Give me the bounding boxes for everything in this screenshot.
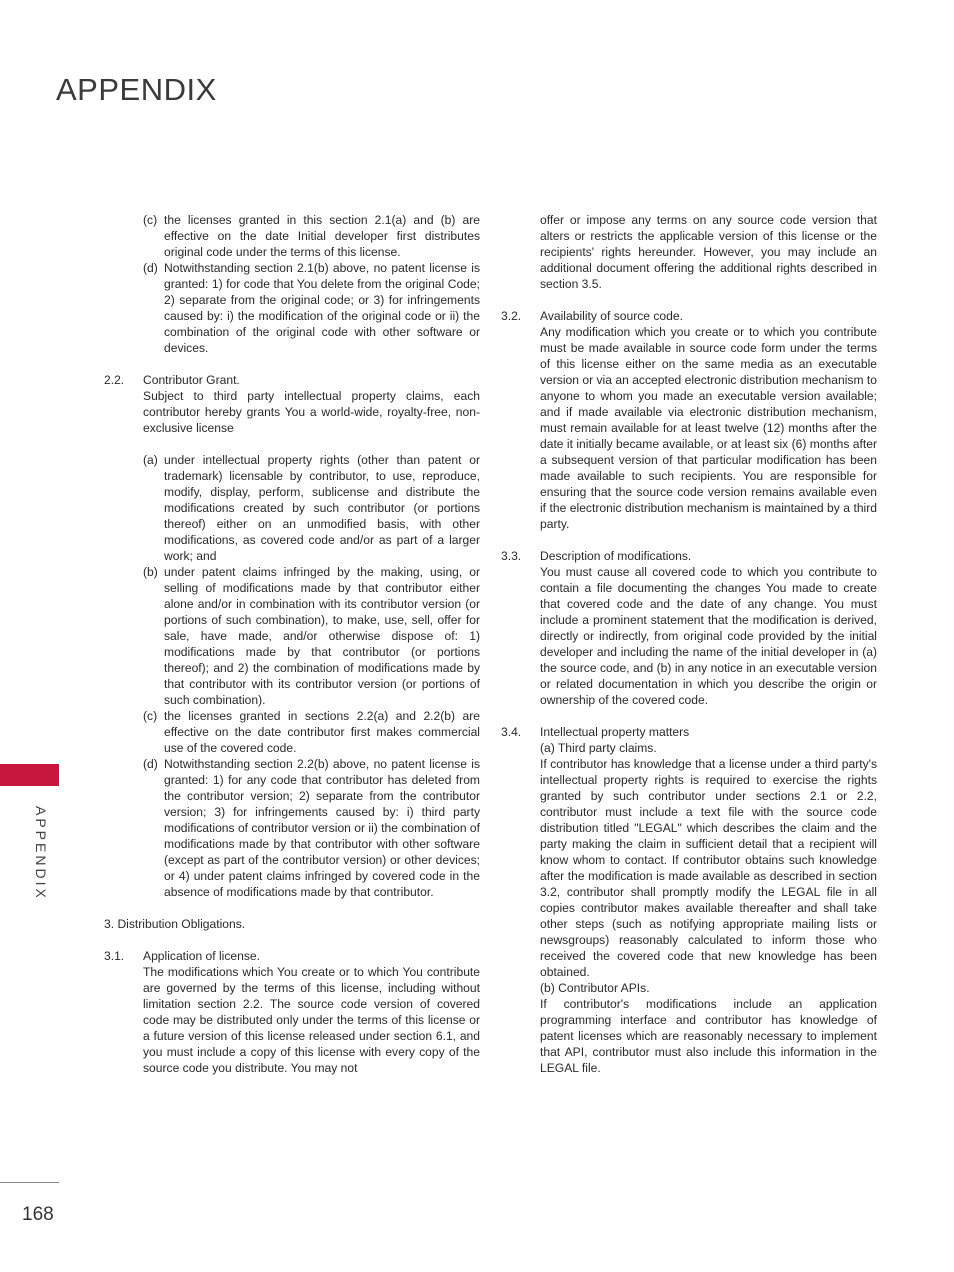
section-number: 2.2. (104, 373, 125, 387)
page-title: APPENDIX (56, 72, 217, 107)
section-3-4 (501, 724, 877, 1076)
section-title: Contributor Grant. (143, 373, 240, 387)
sub-item-label: (d) (143, 757, 158, 771)
section-number: 3.1. (104, 949, 125, 963)
section-title: Intellectual property matters (540, 725, 690, 739)
subsection-title: (a) Third party claims. (540, 741, 657, 755)
section-title: Application of license. (143, 949, 260, 963)
section-body: The modifications which You create or to which You contribute are governed by the terms of this license, including without limitation section 2.2. The source code version of covered code may be distributed only under the terms of this license or a future version of this license released under section 6.1, and you must include a copy of this license with every copy of the source code you distribute. You may not (143, 965, 480, 1075)
section-3-heading: 3. Distribution Obligations. (104, 917, 246, 931)
side-section-label: APPENDIX (33, 806, 49, 901)
sub-item-label: (c) (143, 709, 158, 723)
section-body: offer or impose any terms on any source code version that alters or restricts the applicable version of this license or the recipients' rights hereunder. However, you may include an additional document offering the additional rights described in section 3.5. (540, 213, 877, 291)
section-3-3 (501, 548, 877, 708)
section-2-2-subitems (143, 452, 480, 900)
section-3-2 (501, 308, 877, 532)
section-body: If contributor's modifications include an application programming interface and contributor has knowledge of patent licenses which are reasonably necessary to implement that API, contributor must also include this information in the LEGAL file. (540, 997, 877, 1075)
section-3-1-continuation (501, 212, 877, 292)
sub-item (143, 564, 480, 708)
sub-item (143, 708, 480, 756)
sub-item (143, 756, 480, 900)
section-body: If contributor has knowledge that a license under a third party's intellectual property rights is required to exercise the rights granted by such contributor under sections 2.1 or 2.2, contributor must include a text file with the source code distribution titled "LEGAL" which describes the claim and the party making the claim in sufficient detail that a recipient will know whom to contact. If contributor obtains such knowledge after the modification is made available as described in section 3.2, contributor shall promptly modify the LEGAL file in all copies contributor makes available thereafter and shall take other steps (such as notifying appropriate mailing lists or newsgroups) reasonably calculated to inform those who received the covered code that new knowledge has been obtained. (540, 757, 877, 979)
section-body: Any modification which you create or to which you contribute must be made available in source code form under the terms of this license either on the same media as an executable version or via an accepted electronic distribution mechanism to anyone to whom you made an executable version available; and if made available via electronic distribution mechanism, must remain available for at least twelve (12) months after the date it initially became available, or at least six (6) months after a subsequent version of that particular modification has been made available to such recipients. You are responsible for ensuring that the source code version remains available even if the electronic distribution mechanism is maintained by a third party. (540, 325, 877, 531)
section-body: You must cause all covered code to which you contribute to contain a file documenting the changes You made to create that covered code and the date of any change. You must include a prominent statement that the modification is derived, directly or indirectly, from original code provided by the initial developer and including the name of the initial developer in (a) the source code, and (b) in any notice in an executable version or related documentation in which you describe the origin or ownership of the covered code. (540, 565, 877, 707)
subsection-title: (b) Contributor APIs. (540, 981, 650, 995)
sub-item-label: (c) (143, 213, 158, 227)
section-title: Description of modifications. (540, 549, 692, 563)
sub-item-text: under patent claims infringed by the making, using, or selling of modifications made by that contributor either alone and/or in combination with its contributor version (or portions of such combination), to make, use, sell, offer for sale, have made, and/or otherwise dispose of: 1) modifications made by that contributor (or portions thereof); and 2) the combination of modifications made by that contributor with its contributor version (or portions of such combination). (164, 565, 480, 707)
section-2-2 (104, 372, 480, 436)
footer-divider (0, 1182, 59, 1183)
section-title: Availability of source code. (540, 309, 683, 323)
section-2-1-continuation (143, 212, 480, 356)
section-number: 3.2. (501, 309, 522, 323)
section-3-1 (104, 948, 480, 1076)
sub-item (143, 452, 480, 564)
section-tab-marker (0, 764, 59, 786)
sub-item-text: Notwithstanding section 2.2(b) above, no patent license is granted: 1) for any code that contributor has deleted from the contributor version; 2) separate from the contributor version; 3) for infringements caused by: i) third party modifications of contributor version or ii) the combination of modifications made by that contributor with other software (except as part of the contributor version) or other devices; or 4) under patent claims infringed by covered code in the absence of modifications made by that contributor. (164, 757, 480, 899)
sub-item-text: the licenses granted in this section 2.1(a) and (b) are effective on the date Initial developer first distributes original code under the terms of this license. (164, 213, 480, 259)
sub-item-text: Notwithstanding section 2.1(b) above, no patent license is granted: 1) for code that You delete from the original Code; 2) separate from the original code; or 3) for infringements caused by: i) the modification of the original code or ii) the combination of the original code with other software or devices. (164, 261, 480, 355)
sub-item-label: (a) (143, 453, 158, 467)
sub-item (143, 212, 480, 260)
page-number: 168 (22, 1204, 54, 1225)
sub-item-text: the licenses granted in sections 2.2(a) and 2.2(b) are effective on the date contributor first makes commercial use of the covered code. (164, 709, 480, 755)
left-column (104, 212, 480, 1076)
section-body: Subject to third party intellectual property claims, each contributor hereby grants You a world-wide, royalty-free, non-exclusive license (143, 389, 480, 435)
section-number: 3.3. (501, 549, 522, 563)
sub-item-text: under intellectual property rights (other than patent or trademark) licensable by contributor, to use, reproduce, modify, display, perform, sublicense and distribute the modifications created by such contributor (or portions thereof) either on an unmodified basis, with other modifications, as covered code and/or as part of a larger work; and (164, 453, 480, 563)
sub-item (143, 260, 480, 356)
section-number: 3.4. (501, 725, 522, 739)
sub-item-label: (d) (143, 261, 158, 275)
sub-item-label: (b) (143, 565, 158, 579)
right-column (501, 212, 877, 1076)
